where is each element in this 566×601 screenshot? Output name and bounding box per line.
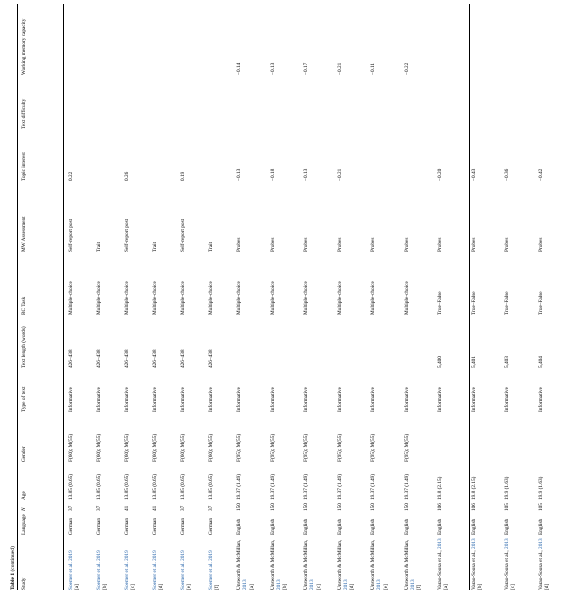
language-cell: German bbox=[208, 517, 214, 535]
study-citation-link[interactable]: 2013 bbox=[275, 579, 282, 590]
age-cell: 13.85 (0.65) bbox=[180, 473, 186, 500]
study-tag: [e] bbox=[186, 584, 193, 590]
gender-cell: F(95); M(55) bbox=[336, 433, 343, 462]
study-tag: [f] bbox=[416, 584, 423, 590]
study-cell bbox=[203, 535, 231, 590]
study-citation-link[interactable]: 2013 bbox=[309, 579, 316, 590]
study-cell bbox=[533, 535, 566, 590]
study-tag: [e] bbox=[382, 584, 389, 590]
rc-task-cell: Multiple-choice bbox=[124, 281, 130, 315]
column-header: Study bbox=[21, 577, 27, 590]
mw-assessment-cell: Probes bbox=[537, 237, 544, 252]
age-cell: 19.9 (1.63) bbox=[504, 476, 510, 500]
text-difficulty-cell bbox=[365, 75, 399, 129]
gender-cell: F(60); M(55) bbox=[68, 433, 74, 462]
rc-task-cell: Multiple-choice bbox=[303, 281, 309, 315]
gender-cell: F(60); M(55) bbox=[96, 433, 102, 462]
n-cell: 150 bbox=[370, 503, 376, 511]
text-type-cell: Informative bbox=[208, 386, 214, 412]
n-cell: 105 bbox=[537, 503, 544, 511]
column-header: Language bbox=[21, 514, 27, 535]
study-citation-link[interactable]: Soemer et al. 2019 bbox=[208, 550, 214, 590]
text-length-cell: 426–438 bbox=[152, 349, 158, 368]
text-length-cell bbox=[265, 315, 299, 368]
mw-assessment-cell: Probes bbox=[470, 237, 477, 252]
study-tag: [c] bbox=[130, 584, 137, 590]
table-row bbox=[231, 4, 265, 590]
gender-cell: F(60); M(55) bbox=[152, 433, 158, 462]
study-authors: Unsworth & McMillan, bbox=[370, 539, 376, 590]
gender-cell bbox=[432, 412, 466, 462]
gender-cell bbox=[499, 412, 533, 462]
text-length-cell: 426–438 bbox=[124, 349, 130, 368]
language-cell: English bbox=[303, 518, 309, 535]
n-cell: 150 bbox=[303, 503, 309, 511]
gender-cell: F(95); M(55) bbox=[303, 433, 309, 462]
n-cell: 106 bbox=[437, 503, 443, 511]
study-citation-link[interactable]: Soemer et al. 2019 bbox=[180, 550, 186, 590]
text-difficulty-cell bbox=[332, 75, 366, 129]
text-type-cell: Informative bbox=[68, 386, 74, 412]
study-authors: Unsworth & McMillan, bbox=[269, 539, 276, 590]
wmc-cell bbox=[432, 4, 466, 75]
n-cell: 37 bbox=[96, 505, 102, 511]
study-citation-link[interactable]: 2013 bbox=[537, 538, 544, 549]
age-cell: 19.37 (1.49) bbox=[269, 473, 276, 500]
column-header: RC Task bbox=[21, 296, 27, 315]
wmc-cell bbox=[119, 4, 147, 75]
column-header: Age bbox=[21, 491, 27, 500]
table-row bbox=[332, 4, 366, 590]
age-cell: 19.37 (1.49) bbox=[370, 473, 376, 500]
n-cell: 150 bbox=[236, 503, 242, 511]
language-cell: English bbox=[403, 518, 410, 535]
language-cell: English bbox=[269, 518, 276, 535]
text-length-cell: 5,400 bbox=[437, 356, 443, 368]
table-row bbox=[147, 4, 175, 590]
study-authors: Unsworth & McMillan, bbox=[336, 539, 343, 590]
age-cell: 19.8 (2.15) bbox=[470, 476, 477, 500]
table-body bbox=[63, 4, 566, 590]
table-row bbox=[466, 4, 500, 590]
text-length-cell: 5,403 bbox=[504, 356, 510, 368]
topic-interest-cell: −0.13 bbox=[236, 168, 242, 181]
rc-task-cell: Multiple-choice bbox=[180, 281, 186, 315]
study-tag: [d] bbox=[349, 583, 356, 590]
text-difficulty-cell bbox=[147, 75, 175, 129]
study-citation-link[interactable]: 2013 bbox=[437, 538, 443, 549]
language-cell: English bbox=[537, 518, 544, 535]
mw-assessment-cell: Probes bbox=[504, 237, 510, 252]
wmc-cell: −0.17 bbox=[303, 62, 309, 75]
language-cell: German bbox=[96, 517, 102, 535]
text-type-cell: Informative bbox=[236, 386, 242, 412]
mw-assessment-cell: Self-report post bbox=[68, 218, 74, 252]
n-cell: 150 bbox=[336, 503, 343, 511]
mw-assessment-cell: Probes bbox=[303, 237, 309, 252]
rc-task-cell: Multiple-choice bbox=[208, 281, 214, 315]
language-cell: English bbox=[370, 518, 376, 535]
language-cell: English bbox=[236, 518, 242, 535]
rc-task-cell: True–False bbox=[504, 291, 510, 315]
age-cell: 19.37 (1.49) bbox=[303, 473, 309, 500]
rc-task-cell: Multiple-choice bbox=[370, 281, 376, 315]
wmc-cell bbox=[91, 4, 119, 75]
text-difficulty-cell bbox=[175, 75, 203, 129]
age-cell: 13.85 (0.65) bbox=[68, 473, 74, 500]
n-cell: 37 bbox=[68, 505, 74, 511]
text-type-cell: Informative bbox=[537, 386, 544, 412]
study-authors: Varao-Sousa et al., bbox=[470, 550, 477, 590]
text-type-cell: Informative bbox=[470, 386, 477, 412]
wmc-cell: −0.11 bbox=[370, 62, 376, 75]
language-cell: English bbox=[437, 518, 443, 535]
study-citation-link[interactable]: Soemer et al. 2019 bbox=[68, 550, 74, 590]
topic-interest-cell bbox=[399, 129, 433, 181]
rc-task-cell: Multiple-choice bbox=[336, 281, 343, 315]
table-header-row bbox=[18, 4, 63, 590]
text-difficulty-cell bbox=[231, 75, 265, 129]
column-header: N bbox=[21, 507, 27, 511]
mw-assessment-cell: Probes bbox=[269, 237, 276, 252]
wmc-cell bbox=[499, 4, 533, 75]
study-tag: [a] bbox=[248, 584, 255, 590]
topic-interest-cell: −0.42 bbox=[537, 168, 544, 181]
column-header: Working memory capacity bbox=[21, 18, 27, 75]
text-length-cell: 426–438 bbox=[68, 349, 74, 368]
column-header: MW Assessment bbox=[21, 216, 27, 252]
age-cell: 13.85 (0.65) bbox=[124, 473, 130, 500]
rc-task-cell: Multiple-choice bbox=[152, 281, 158, 315]
text-difficulty-cell bbox=[298, 75, 332, 129]
text-type-cell: Informative bbox=[303, 386, 309, 412]
text-length-cell bbox=[365, 315, 399, 368]
mw-assessment-cell: Probes bbox=[437, 237, 443, 252]
language-cell: German bbox=[180, 517, 186, 535]
study-tag: [d] bbox=[543, 583, 550, 590]
text-length-cell: 426–438 bbox=[96, 349, 102, 368]
table-row bbox=[63, 4, 91, 590]
topic-interest-cell bbox=[147, 129, 175, 181]
text-difficulty-cell bbox=[533, 75, 566, 129]
text-length-cell: 5,404 bbox=[537, 356, 544, 368]
table-row bbox=[298, 4, 332, 590]
n-cell: 37 bbox=[180, 505, 186, 511]
topic-interest-cell: −0.21 bbox=[336, 168, 343, 181]
rc-task-cell: True–False bbox=[537, 291, 544, 315]
topic-interest-cell: −0.36 bbox=[504, 168, 510, 181]
text-difficulty-cell bbox=[119, 75, 147, 129]
column-header: Type of text bbox=[21, 386, 27, 412]
mw-assessment-cell: Trait bbox=[152, 241, 158, 252]
study-cell bbox=[231, 535, 265, 590]
n-cell: 150 bbox=[403, 503, 410, 511]
wmc-cell bbox=[63, 4, 91, 75]
study-cell bbox=[432, 535, 466, 590]
gender-cell bbox=[533, 412, 566, 462]
study-authors: Unsworth & McMillan, bbox=[303, 539, 309, 590]
rc-task-cell: Multiple-choice bbox=[68, 281, 74, 315]
text-length-cell bbox=[399, 315, 433, 368]
text-difficulty-cell bbox=[499, 75, 533, 129]
age-cell: 19.8 (2.15) bbox=[437, 476, 443, 500]
age-cell: 19.37 (1.49) bbox=[236, 473, 242, 500]
study-citation-link[interactable]: 2013 bbox=[242, 579, 249, 590]
table-label: Table 1 bbox=[10, 572, 16, 590]
gender-cell: F(95); M(55) bbox=[403, 433, 410, 462]
text-type-cell: Informative bbox=[403, 386, 410, 412]
study-cell bbox=[265, 535, 299, 590]
study-authors: Unsworth & McMillan, bbox=[236, 539, 242, 590]
study-tag: [b] bbox=[476, 583, 483, 590]
mw-assessment-cell: Self-report post bbox=[180, 218, 186, 252]
text-type-cell: Informative bbox=[96, 386, 102, 412]
text-difficulty-cell bbox=[91, 75, 119, 129]
study-citation-link[interactable]: 2013 bbox=[504, 538, 510, 549]
wmc-cell bbox=[203, 4, 231, 75]
wmc-cell: −0.13 bbox=[269, 62, 276, 75]
study-authors: Varao-Sousa et al., bbox=[504, 550, 510, 590]
language-cell: English bbox=[470, 518, 477, 535]
topic-interest-cell: −0.18 bbox=[269, 168, 276, 181]
gender-cell: F(60); M(55) bbox=[208, 433, 214, 462]
text-length-cell: 5,401 bbox=[470, 356, 477, 368]
gender-cell: F(95); M(55) bbox=[236, 433, 242, 462]
topic-interest-cell bbox=[91, 129, 119, 181]
text-type-cell: Informative bbox=[336, 386, 343, 412]
study-authors: Unsworth & McMillan, bbox=[403, 539, 410, 590]
text-type-cell: Informative bbox=[180, 386, 186, 412]
wmc-cell: −0.21 bbox=[336, 62, 343, 75]
wmc-cell: −0.14 bbox=[236, 62, 242, 75]
table-row bbox=[175, 4, 203, 590]
text-length-cell bbox=[332, 315, 366, 368]
table-caption-suffix: (continued) bbox=[10, 546, 16, 572]
mw-assessment-cell: Probes bbox=[403, 237, 410, 252]
gender-cell: F(95); M(55) bbox=[370, 433, 376, 462]
n-cell: 106 bbox=[470, 503, 477, 511]
language-cell: German bbox=[152, 517, 158, 535]
study-citation-link[interactable]: 2013 bbox=[376, 579, 383, 590]
study-cell bbox=[332, 535, 366, 590]
wmc-cell: −0.22 bbox=[403, 62, 410, 75]
mw-assessment-cell: Probes bbox=[236, 237, 242, 252]
n-cell: 37 bbox=[208, 505, 214, 511]
text-length-cell: 426–438 bbox=[208, 349, 214, 368]
text-type-cell: Informative bbox=[370, 386, 376, 412]
study-tag: [f] bbox=[214, 584, 221, 590]
study-tag: [c] bbox=[315, 584, 322, 590]
rc-task-cell: Multiple-choice bbox=[403, 281, 410, 315]
text-type-cell: Informative bbox=[152, 386, 158, 412]
age-cell: 13.85 (0.65) bbox=[208, 473, 214, 500]
table-row bbox=[119, 4, 147, 590]
text-length-cell bbox=[231, 315, 265, 368]
gender-cell bbox=[466, 412, 500, 462]
text-type-cell: Informative bbox=[269, 386, 276, 412]
topic-interest-cell: −0.43 bbox=[470, 168, 477, 181]
age-cell: 13.85 (0.65) bbox=[96, 473, 102, 500]
study-cell bbox=[119, 535, 147, 590]
topic-interest-cell bbox=[203, 129, 231, 181]
study-citation-link[interactable]: Soemer et al. 2019 bbox=[124, 550, 130, 590]
study-tag: [a] bbox=[443, 584, 450, 590]
study-citation-link[interactable]: 2013 bbox=[409, 579, 416, 590]
study-tag: [a] bbox=[74, 584, 81, 590]
study-authors: Varao-Sousa et al., bbox=[437, 550, 443, 590]
table-row bbox=[91, 4, 119, 590]
age-cell: 19.9 (1.63) bbox=[537, 476, 544, 500]
n-cell: 41 bbox=[152, 505, 158, 511]
topic-interest-cell: −0.13 bbox=[303, 168, 309, 181]
wmc-cell bbox=[147, 4, 175, 75]
study-citation-link[interactable]: Soemer et al. 2019 bbox=[152, 550, 158, 590]
wmc-cell bbox=[533, 4, 566, 75]
table-row bbox=[533, 4, 566, 590]
column-header: Text difficulty bbox=[21, 98, 27, 129]
gender-cell: F(60); M(55) bbox=[180, 433, 186, 462]
study-citation-link[interactable]: 2013 bbox=[470, 538, 477, 549]
text-difficulty-cell bbox=[399, 75, 433, 129]
text-type-cell: Informative bbox=[437, 386, 443, 412]
language-cell: German bbox=[124, 517, 130, 535]
n-cell: 105 bbox=[504, 503, 510, 511]
table-row bbox=[365, 4, 399, 590]
table-row bbox=[499, 4, 533, 590]
study-cell bbox=[175, 535, 203, 590]
study-cell bbox=[499, 535, 533, 590]
text-difficulty-cell bbox=[265, 75, 299, 129]
study-citation-link[interactable]: Soemer et al. 2019 bbox=[96, 550, 102, 590]
language-cell: English bbox=[336, 518, 343, 535]
topic-interest-cell: −0.20 bbox=[437, 168, 443, 181]
topic-interest-cell: 0.22 bbox=[68, 171, 74, 181]
text-difficulty-cell bbox=[203, 75, 231, 129]
study-cell bbox=[365, 535, 399, 590]
study-authors: Varao-Sousa et al., bbox=[537, 550, 544, 590]
table-caption bbox=[10, 546, 16, 590]
age-cell: 19.37 (1.49) bbox=[403, 473, 410, 500]
study-cell bbox=[399, 535, 433, 590]
topic-interest-cell: 0.26 bbox=[124, 171, 130, 181]
study-tag: [b] bbox=[102, 583, 109, 590]
language-cell: English bbox=[504, 518, 510, 535]
text-difficulty-cell bbox=[466, 75, 500, 129]
text-type-cell: Informative bbox=[124, 386, 130, 412]
study-citation-link[interactable]: 2013 bbox=[342, 579, 349, 590]
text-length-cell: 426–438 bbox=[180, 349, 186, 368]
column-header: Gender bbox=[21, 446, 27, 462]
age-cell: 19.37 (1.49) bbox=[336, 473, 343, 500]
mw-assessment-cell: Self-report post bbox=[124, 218, 130, 252]
rc-task-cell: Multiple-choice bbox=[236, 281, 242, 315]
study-cell bbox=[63, 535, 91, 590]
wmc-cell bbox=[175, 4, 203, 75]
gender-cell: F(95); M(55) bbox=[269, 433, 276, 462]
study-tag: [d] bbox=[158, 583, 165, 590]
text-difficulty-cell bbox=[432, 75, 466, 129]
wmc-cell bbox=[466, 4, 500, 75]
text-difficulty-cell bbox=[63, 75, 91, 129]
language-cell: German bbox=[68, 517, 74, 535]
table-row bbox=[399, 4, 433, 590]
table-row bbox=[265, 4, 299, 590]
rc-task-cell: Multiple-choice bbox=[96, 281, 102, 315]
mw-assessment-cell: Trait bbox=[208, 241, 214, 252]
study-cell bbox=[147, 535, 175, 590]
text-type-cell: Informative bbox=[504, 386, 510, 412]
text-length-cell bbox=[298, 315, 332, 368]
age-cell: 13.85 (0.65) bbox=[152, 473, 158, 500]
column-header: Topic interest bbox=[21, 152, 27, 181]
mw-assessment-cell: Probes bbox=[370, 237, 376, 252]
studies-table bbox=[18, 4, 566, 590]
topic-interest-cell: 0.19 bbox=[180, 171, 186, 181]
study-tag: [b] bbox=[282, 583, 289, 590]
column-header: Text length (words) bbox=[21, 326, 27, 368]
gender-cell: F(60); M(55) bbox=[124, 433, 130, 462]
mw-assessment-cell: Trait bbox=[96, 241, 102, 252]
study-cell bbox=[298, 535, 332, 590]
study-cell bbox=[91, 535, 119, 590]
topic-interest-cell bbox=[365, 129, 399, 181]
rc-task-cell: True–False bbox=[470, 291, 477, 315]
study-cell bbox=[466, 535, 500, 590]
n-cell: 150 bbox=[269, 503, 276, 511]
table-row bbox=[203, 4, 231, 590]
mw-assessment-cell: Probes bbox=[336, 237, 343, 252]
study-tag: [c] bbox=[510, 584, 517, 590]
rc-task-cell: True–False bbox=[437, 291, 443, 315]
n-cell: 41 bbox=[124, 505, 130, 511]
rc-task-cell: Multiple-choice bbox=[269, 281, 276, 315]
table-row bbox=[432, 4, 466, 590]
